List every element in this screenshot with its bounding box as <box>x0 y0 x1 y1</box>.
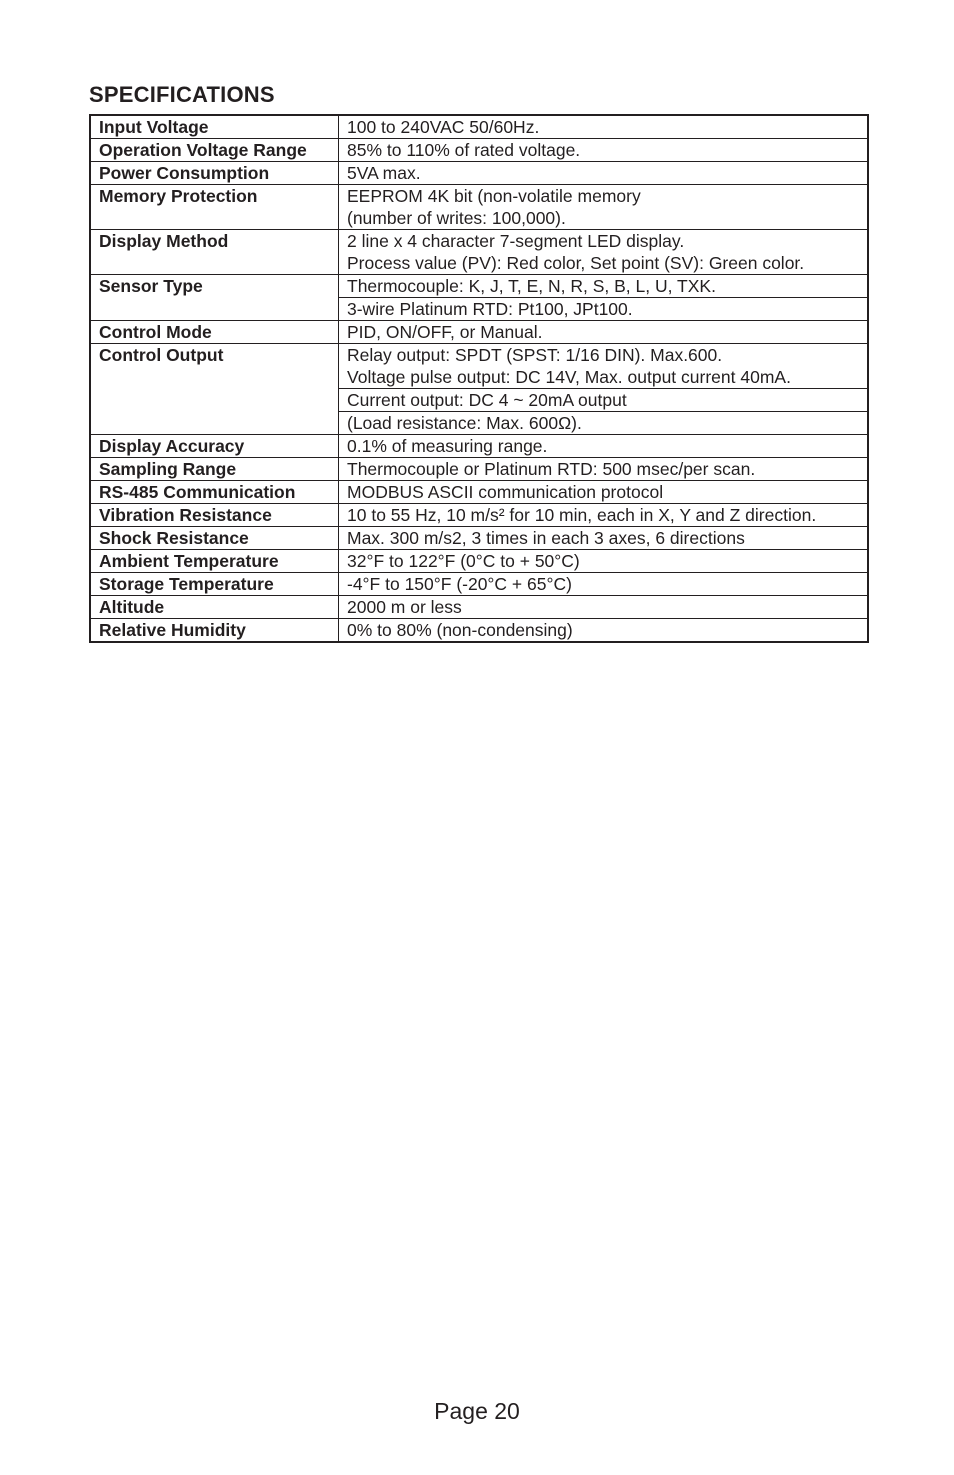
spec-value: 100 to 240VAC 50/60Hz. <box>339 115 869 139</box>
spec-value: 2 line x 4 character 7-segment LED display. <box>339 230 869 253</box>
spec-value: 85% to 110% of rated voltage. <box>339 139 869 162</box>
table-row <box>90 596 868 619</box>
spec-value: Thermocouple: K, J, T, E, N, R, S, B, L, U, TXK. <box>339 275 869 298</box>
spec-label: Control Mode <box>90 321 339 344</box>
spec-label: Input Voltage <box>90 115 339 139</box>
spec-value: (number of writes: 100,000). <box>339 207 869 230</box>
spec-value: 0% to 80% (non-condensing) <box>339 619 869 643</box>
table-row <box>90 230 868 253</box>
spec-label: Operation Voltage Range <box>90 139 339 162</box>
spec-label: Display Method <box>90 230 339 253</box>
spec-label: Sensor Type <box>90 275 339 298</box>
spec-value: Voltage pulse output: DC 14V, Max. output current 40mA. <box>339 366 869 389</box>
specifications-table <box>89 114 869 643</box>
table-row <box>90 252 868 275</box>
spec-value: EEPROM 4K bit (non-volatile memory <box>339 185 869 208</box>
spec-value: 0.1% of measuring range. <box>339 435 869 458</box>
spec-value: 3-wire Platinum RTD: Pt100, JPt100. <box>339 298 869 321</box>
spec-label: RS-485 Communication <box>90 481 339 504</box>
spec-label: Vibration Resistance <box>90 504 339 527</box>
table-row <box>90 185 868 208</box>
spec-label <box>90 252 339 275</box>
spec-label: Relative Humidity <box>90 619 339 643</box>
table-row <box>90 573 868 596</box>
page-title: SPECIFICATIONS <box>89 82 275 107</box>
table-row <box>90 458 868 481</box>
spec-label <box>90 389 339 412</box>
table-row <box>90 435 868 458</box>
table-row <box>90 527 868 550</box>
spec-value: 2000 m or less <box>339 596 869 619</box>
spec-value: Max. 300 m/s2, 3 times in each 3 axes, 6 directions <box>339 527 869 550</box>
spec-value: Thermocouple or Platinum RTD: 500 msec/per scan. <box>339 458 869 481</box>
spec-label: Ambient Temperature <box>90 550 339 573</box>
spec-label: Sampling Range <box>90 458 339 481</box>
spec-label <box>90 298 339 321</box>
table-row <box>90 275 868 298</box>
spec-value: MODBUS ASCII communication protocol <box>339 481 869 504</box>
table-row <box>90 298 868 321</box>
table-row <box>90 481 868 504</box>
spec-value: 10 to 55 Hz, 10 m/s² for 10 min, each in X, Y and Z direction. <box>339 504 869 527</box>
spec-label <box>90 366 339 389</box>
table-row <box>90 550 868 573</box>
spec-label: Shock Resistance <box>90 527 339 550</box>
spec-value: Process value (PV): Red color, Set point (SV): Green color. <box>339 252 869 275</box>
spec-label: Control Output <box>90 344 339 367</box>
table-row <box>90 344 868 367</box>
spec-value: 5VA max. <box>339 162 869 185</box>
spec-value: (Load resistance: Max. 600Ω). <box>339 412 869 435</box>
spec-value: -4°F to 150°F (-20°C + 65°C) <box>339 573 869 596</box>
table-row <box>90 619 868 643</box>
table-row <box>90 207 868 230</box>
table-row <box>90 504 868 527</box>
table-row <box>90 162 868 185</box>
spec-label: Power Consumption <box>90 162 339 185</box>
spec-value: PID, ON/OFF, or Manual. <box>339 321 869 344</box>
spec-value: Current output: DC 4 ~ 20mA output <box>339 389 869 412</box>
table-row <box>90 139 868 162</box>
spec-label <box>90 207 339 230</box>
spec-label: Display Accuracy <box>90 435 339 458</box>
table-row <box>90 412 868 435</box>
table-row <box>90 115 868 139</box>
page-number: Page 20 <box>434 1398 520 1424</box>
spec-label: Memory Protection <box>90 185 339 208</box>
table-row <box>90 389 868 412</box>
spec-label <box>90 412 339 435</box>
table-row <box>90 366 868 389</box>
spec-value: Relay output: SPDT (SPST: 1/16 DIN). Max.600. <box>339 344 869 367</box>
spec-label: Altitude <box>90 596 339 619</box>
spec-value: 32°F to 122°F (0°C to + 50°C) <box>339 550 869 573</box>
spec-label: Storage Temperature <box>90 573 339 596</box>
table-row <box>90 321 868 344</box>
